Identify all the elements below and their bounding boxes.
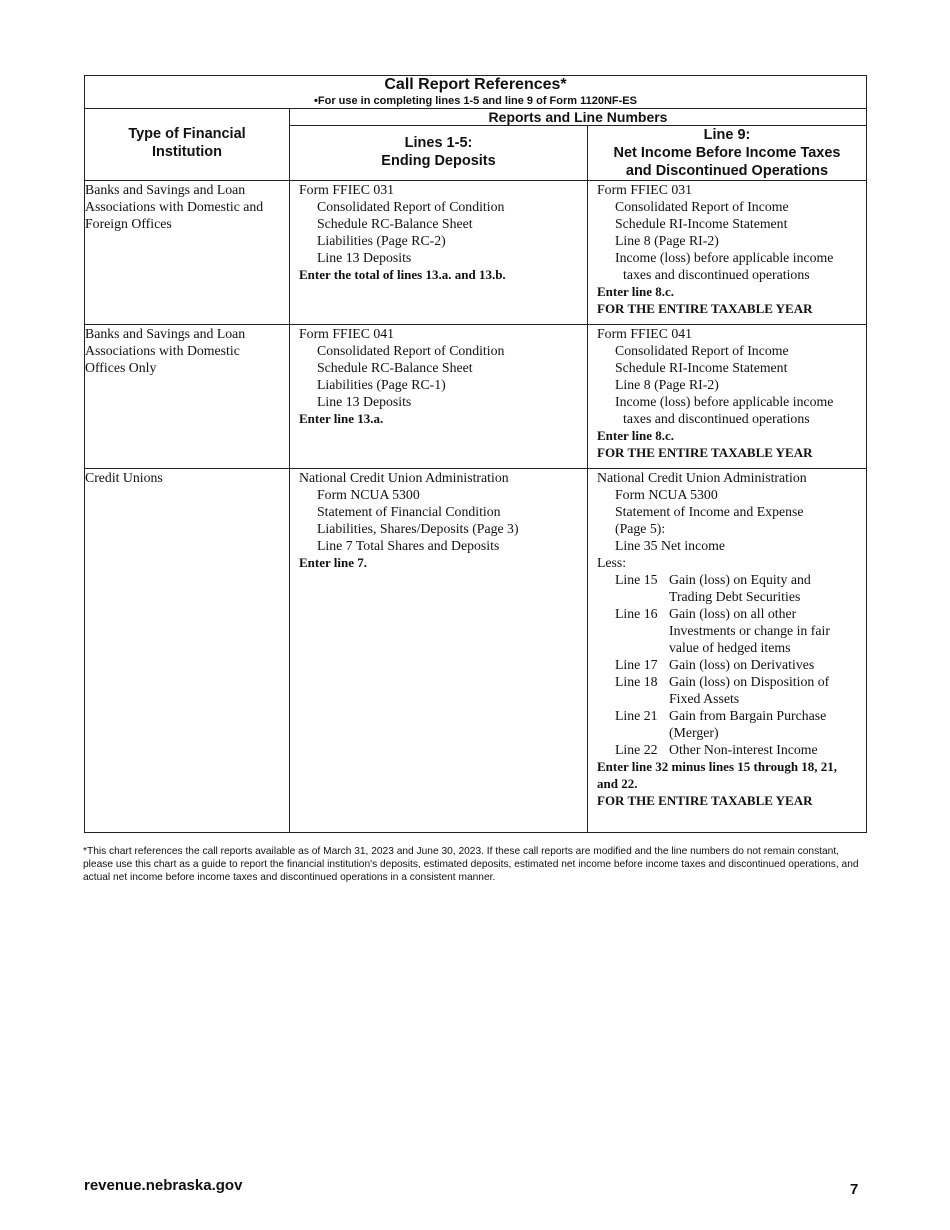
enter-instruction: Enter the total of lines 13.a. and 13.b. — [299, 267, 506, 282]
table-row — [85, 181, 867, 325]
less-line-22: Line 22 Other Non-interest Income — [615, 742, 818, 757]
enter-instruction: Enter line 8.c. — [597, 284, 675, 299]
period-note: FOR THE ENTIRE TAXABLE YEAR — [597, 793, 813, 808]
less-line-17: Line 17 Gain (loss) on Derivatives — [615, 657, 815, 672]
institution-type: Banks and Savings and Loan Associations with Domestic and Foreign Offices — [85, 181, 290, 325]
enter-instruction: Enter line 32 minus lines 15 through 18, 21, — [597, 759, 838, 774]
enter-instruction: Enter line 8.c. — [597, 428, 675, 443]
lines-1-5-header: Lines 1-5: Ending Deposits — [290, 126, 588, 181]
page-number: 7 — [850, 1181, 859, 1198]
income-reference: National Credit Union Administration Form NCUA 5300 Statement of Income and Expense (Page 5): Line 35 Net income Less: Line 15 Gain (loss) on Equity and Trading Debt Securities Line 16 Gain (loss) on all other Investments or change in fair value of hedged items Line 17 Gain (loss) on Derivatives Line 18 Gain (loss) on Disposition of Fixed Assets Line 21 Gain from Bargain Purchase (Merger) Line 22 Other Non-interest Income Enter line 32 minus lines 15 through 18, 21, and 22. FOR THE ENTIRE TAXABLE YEAR — [588, 469, 867, 833]
table-row — [85, 469, 867, 833]
type-header: Type of Financial Institution — [85, 109, 290, 181]
institution-type: Banks and Savings and Loan Associations with Domestic Offices Only — [85, 325, 290, 469]
period-note: FOR THE ENTIRE TAXABLE YEAR — [597, 445, 813, 460]
table-title: Call Report References* — [384, 76, 567, 93]
line-9-header: Line 9: Net Income Before Income Taxes and Discontinued Operations — [588, 126, 867, 181]
income-reference: Form FFIEC 041 Consolidated Report of Income Schedule RI-Income Statement Line 8 (Page RI-2) Income (loss) before applicable income taxes and discontinued operations Enter line 8.c. FOR THE ENTIRE TAXABLE YEAR — [588, 325, 867, 469]
deposits-reference: National Credit Union Administration Form NCUA 5300 Statement of Financial Condition Liabilities, Shares/Deposits (Page 3) Line 7 Total Shares and Deposits Enter line 7. — [290, 469, 588, 833]
call-report-table — [84, 75, 867, 833]
period-note: FOR THE ENTIRE TAXABLE YEAR — [597, 301, 813, 316]
less-line-21: Line 21 Gain from Bargain Purchase (Merger) — [615, 708, 827, 740]
institution-type: Credit Unions — [85, 469, 290, 833]
less-line-16: Line 16 Gain (loss) on all other Investments or change in fair value of hedged items — [615, 606, 830, 655]
enter-instruction: Enter line 7. — [299, 555, 368, 570]
table-title-cell — [85, 76, 867, 109]
footnote: *This chart references the call reports available as of March 31, 2023 and June 30, 2023. If these call reports are modified and the line numbers do not remain constant, please use this chart as a guide to report the financial institution's deposits, estimated deposits, estimated net income before income taxes and discontinued operations, and actual net income before income taxes and discontinued operations in a consistent manner. — [83, 846, 859, 883]
enter-instruction: Enter line 13.a. — [299, 411, 384, 426]
deposits-reference: Form FFIEC 031 Consolidated Report of Condition Schedule RC-Balance Sheet Liabilities (Page RC-2) Line 13 Deposits Enter the total of lines 13.a. and 13.b. — [290, 181, 588, 325]
reports-header: Reports and Line Numbers — [290, 109, 867, 126]
deposits-reference: Form FFIEC 041 Consolidated Report of Condition Schedule RC-Balance Sheet Liabilities (Page RC-1) Line 13 Deposits Enter line 13.a. — [290, 325, 588, 469]
table-row — [85, 325, 867, 469]
less-line-18: Line 18 Gain (loss) on Disposition of Fixed Assets — [615, 674, 830, 706]
income-reference: Form FFIEC 031 Consolidated Report of Income Schedule RI-Income Statement Line 8 (Page RI-2) Income (loss) before applicable income taxes and discontinued operations Enter line 8.c. FOR THE ENTIRE TAXABLE YEAR — [588, 181, 867, 325]
less-line-15: Line 15 Gain (loss) on Equity and Trading Debt Securities — [615, 572, 811, 604]
footer-url: revenue.nebraska.gov — [84, 1177, 243, 1194]
table-subtitle: •For use in completing lines 1-5 and line 9 of Form 1120NF-ES — [314, 95, 637, 107]
